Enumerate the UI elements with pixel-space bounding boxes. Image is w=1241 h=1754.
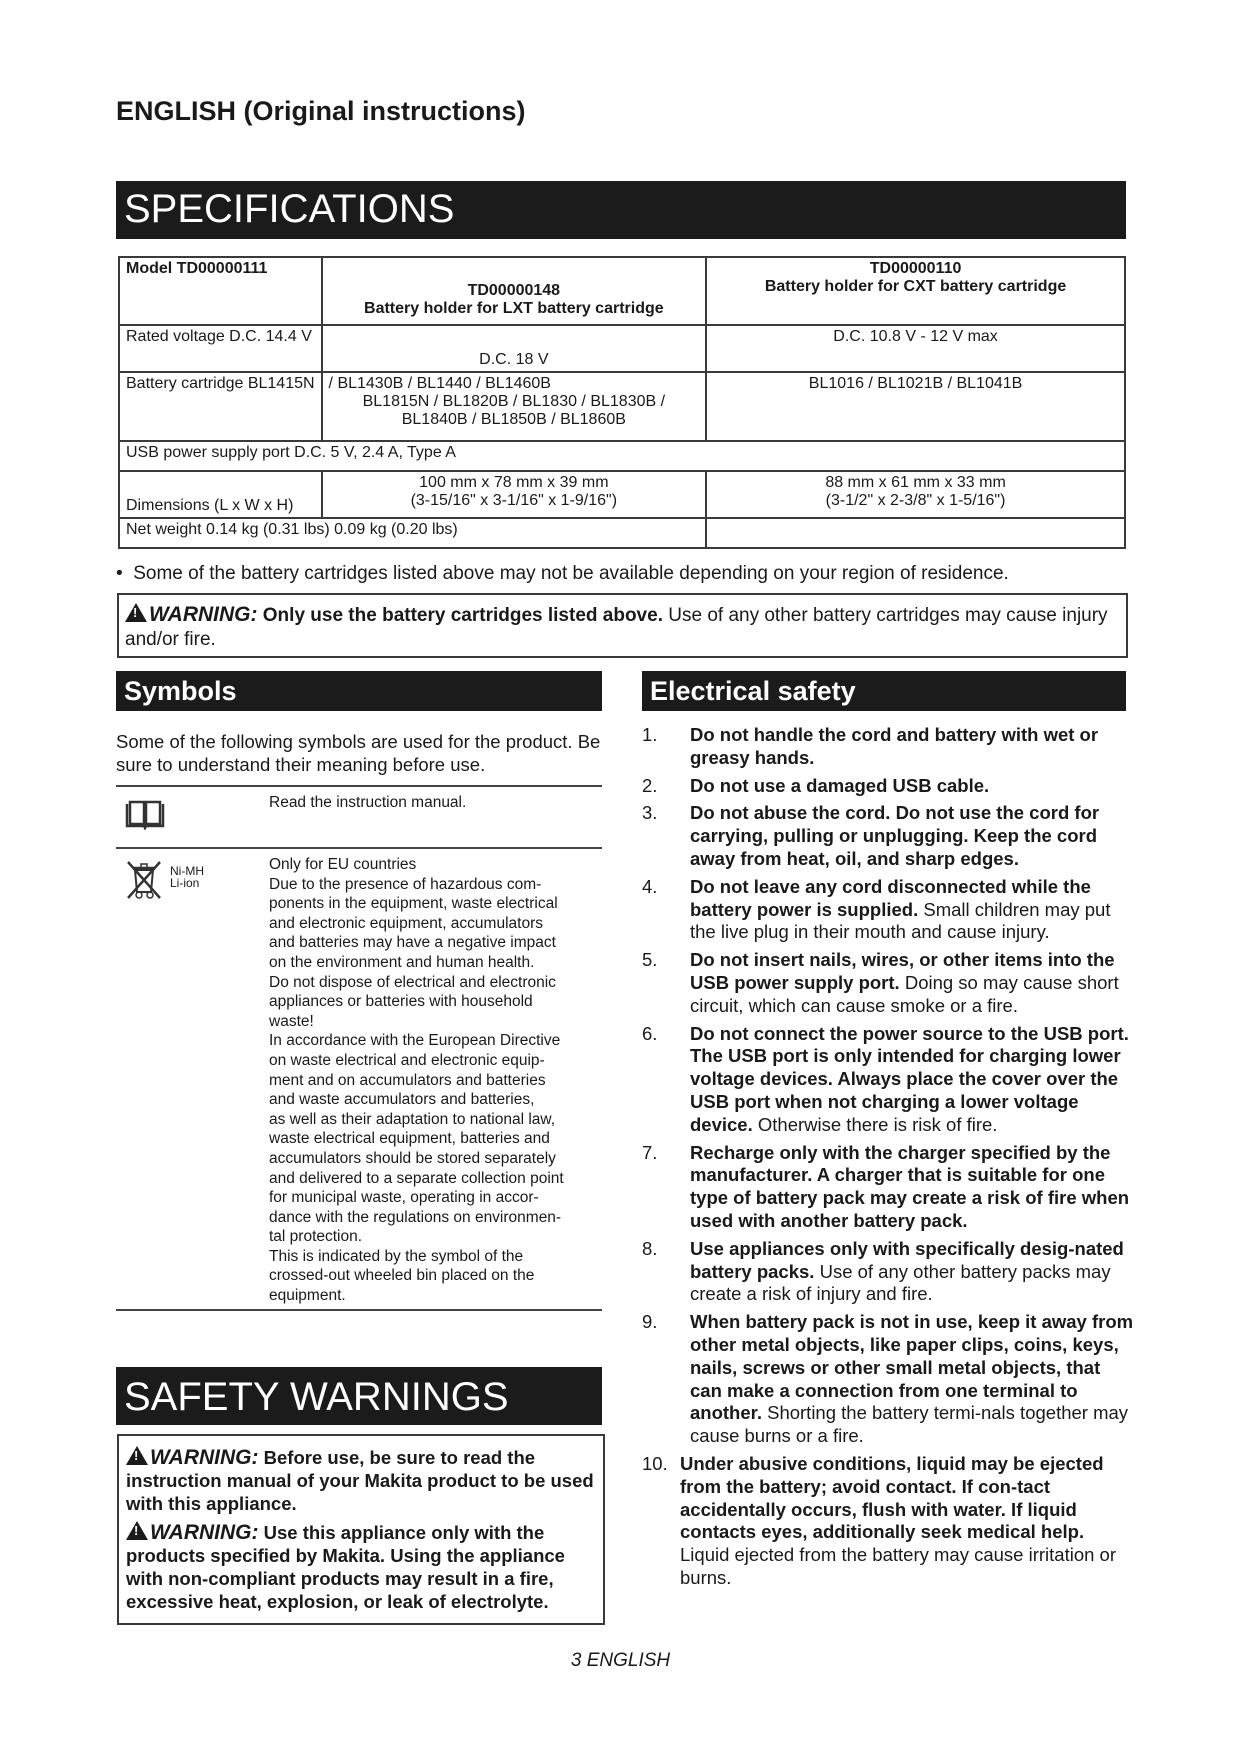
dim-col2-line1: 88 mm x 61 mm x 33 mm [825,474,1006,491]
item-text: Use of any other battery packs may create a risk of injury and fire. [690,1260,1111,1305]
battery-col1-line1: / BL1430B / BL1440 / BL1460B [328,375,551,392]
eu-line: Do not dispose of electrical and electronic [269,973,556,991]
item-number: 6. [642,1022,658,1044]
col2-model: TD00000110 [869,260,962,277]
list-item [642,1238,1136,1306]
eu-line: waste! [269,1012,314,1030]
battery-col1-line2: BL1815N / BL1820B / BL1830 / BL1830B / [362,393,666,410]
eu-line: ment and on accumulators and batteries [269,1071,546,1089]
battery-label: Battery cartridge BL1415N [119,372,322,441]
dim-col1-line1: 100 mm x 78 mm x 39 mm [419,474,609,491]
item-number: 3. [642,802,658,824]
bullet-icon: • [116,563,134,584]
list-item [642,949,1136,1017]
warning-label: WARNING: [149,603,258,626]
list-item [642,775,1136,798]
battery-col1-line3: BL1840B / BL1850B / BL1860B [401,411,626,428]
divider [116,785,602,787]
warning-triangle-icon [126,1446,148,1465]
item-text: Liquid ejected from the battery may cause irritation or burns. [680,1544,1116,1588]
eu-line: as well as their adaptation to national law, [269,1110,556,1128]
list-item [642,1023,1136,1137]
col1-desc: Battery holder for LXT battery cartridge [364,300,664,317]
dim-col1-line2: (3-15/16" x 3-1/16" x 1-9/16") [410,492,618,509]
eu-line: on waste electrical and electronic equip- [269,1051,545,1069]
page-footer: 3 ENGLISH [570,1650,671,1671]
eu-line: ponents in the equipment, waste electrical [269,895,558,913]
specifications-title: SPECIFICATIONS [124,187,455,231]
specifications-heading [116,181,1126,239]
item-number: 2. [642,774,658,796]
warning-triangle-icon [125,603,147,622]
rated-voltage-col1: D.C. 18 V [322,325,707,372]
item-number: 9. [642,1311,658,1333]
item-bold: Do not abuse the cord. Do not use the cord for carrying, pulling or unplugging. Keep the cord away from heat, oil, and sharp edges. [690,802,1100,869]
eu-line: dance with the regulations on environmen- [269,1208,562,1226]
table-row [119,372,1125,441]
item-number: 4. [642,875,658,897]
electrical-safety-list [642,724,1136,1595]
rated-voltage-col2: D.C. 10.8 V - 12 V max [706,325,1125,372]
item-bold: Under abusive conditions, liquid may be ejected from the battery; avoid contact. If con-tact accidentally occurs, flush with water. If liquid contacts eyes, additionally seek medical help. [680,1452,1104,1543]
dim-col2-line2: (3-1/2" x 2-3/8" x 1-5/16") [825,492,1006,509]
warning-label: WARNING: [150,1446,259,1469]
battery-type-labels [170,865,204,889]
dimensions-col1 [322,471,707,518]
item-bold: When battery pack is not in use, keep it away from other metal objects, like paper clips, coins, keys, nails, screws or other small metal objects, that can make a connection from one terminal to another. [690,1311,1134,1424]
dimensions-label: Dimensions (L x W x H) [119,471,322,518]
warning-label: WARNING: [150,1521,259,1545]
eu-line: Only for EU countries [269,856,417,873]
safety-warnings-heading [116,1367,602,1425]
warning-1-text: Before use, be sure to read the instruction manual of your Makita product to be used with this appliance. [126,1447,594,1514]
eu-line: appliances or batteries with household [269,993,533,1011]
eu-line: and batteries may have a negative impact [269,934,556,952]
eu-line: Due to the presence of hazardous com- [269,875,542,893]
eu-line: In accordance with the European Directive [269,1032,561,1050]
manual-text: Read the instruction manual. [269,794,467,811]
warning-triangle-icon [126,1521,148,1540]
table-row [119,471,1125,518]
electrical-safety-heading [642,671,1126,711]
item-number: 1. [642,724,658,745]
specifications-table [118,256,1126,549]
electrical-safety-title: Electrical safety [650,676,856,706]
eu-line: equipment. [269,1287,346,1305]
list-item [642,724,1136,770]
symbols-intro: Some of the following symbols are used for the product. Be sure to understand their meaning before use. [116,731,601,775]
item-number: 8. [642,1237,658,1259]
safety-warnings-title: SAFETY WARNINGS [124,1375,509,1419]
book-icon [124,800,166,830]
item-text: Small children may put the live plug in their mouth and cause injury. [690,898,1111,943]
list-item [642,1453,1136,1590]
item-bold: Use appliances only with specifically desig-nated battery packs. [690,1237,1124,1282]
safety-warning-2 [126,1521,597,1613]
dimensions-col2 [706,471,1125,518]
rated-voltage-label: Rated voltage D.C. 14.4 V [119,325,322,372]
item-number: 7. [642,1141,658,1163]
eu-line: tal protection. [269,1228,363,1246]
battery-col2: BL1016 / BL1021B / BL1041B [706,372,1125,441]
ni-mh-label: Ni-MH [170,864,204,878]
eu-line: on the environment and human health. [269,953,535,971]
availability-note [116,563,1009,585]
warning-text: Use of any other battery cartridges may cause injury and/or fire. [125,605,1108,650]
warning-2-text: Use this appliance only with the products specified by Makita. Using the appliance with non-compliant products may result in a fire, excessive heat, explosion, or leak of electrolyte. [126,1522,565,1612]
item-bold: Do not leave any cord disconnected while the battery power is supplied. [690,875,1091,920]
battery-warning-box [117,593,1128,658]
availability-note-text: Some of the battery cartridges listed above may not be available depending on your region of residence. [133,563,1009,584]
item-text: Doing so may cause short circuit, which can cause smoke or a fire. [690,971,1119,1016]
table-row [119,257,1125,325]
item-number: 5. [642,949,658,971]
net-weight-empty [706,518,1125,548]
list-item [642,1311,1136,1448]
net-weight-row: Net weight 0.14 kg (0.31 lbs) 0.09 kg (0.20 lbs) [119,518,706,548]
item-text: Shorting the battery termi-nals together may cause burns or a fire. [690,1402,1129,1447]
eu-line: and electronic equipment, accumulators [269,914,543,932]
eu-line: and delivered to a separate collection point [269,1169,564,1187]
col1-header [322,257,707,325]
eu-disposal-text [269,855,605,1306]
model-label: Model TD00000111 [119,257,322,325]
item-number: 10. [642,1452,668,1474]
item-bold: Do not handle the cord and battery with wet or greasy hands. [690,724,1099,768]
safety-warning-box [117,1434,605,1625]
eu-line: and waste accumulators and batteries, [269,1091,535,1109]
warning-bold-text: Only use the battery cartridges listed above. [262,605,663,626]
divider [116,847,602,849]
table-row [119,518,1125,548]
divider [116,1309,602,1311]
col2-desc: Battery holder for CXT battery cartridge [764,278,1067,295]
eu-line: for municipal waste, operating in accor- [269,1189,539,1207]
language-title: ENGLISH (Original instructions) [116,96,526,126]
battery-col1 [322,372,707,441]
table-row [119,441,1125,471]
item-text: Otherwise there is risk of fire. [752,1113,998,1135]
crossed-bin-icon [122,858,166,902]
item-bold: Do not connect the power source to the USB port. The USB port is only intended for charging lower voltage devices. Always place the cover over the USB port when not charging a lower voltage device. [690,1022,1129,1135]
table-row [119,325,1125,372]
symbols-title: Symbols [124,676,237,706]
list-item [642,802,1136,870]
col2-header [706,257,1125,325]
symbols-heading [116,671,602,711]
eu-line: crossed-out wheeled bin placed on the [269,1267,535,1285]
safety-warning-1 [126,1446,597,1515]
eu-line: waste electrical equipment, batteries and [269,1130,550,1148]
item-bold: Do not use a damaged USB cable. [690,774,990,796]
item-bold: Do not insert nails, wires, or other items into the USB power supply port. [690,949,1115,993]
list-item [642,876,1136,944]
list-item [642,1142,1136,1233]
eu-line: This is indicated by the symbol of the [269,1247,524,1265]
li-ion-label: Li-ion [170,876,200,890]
eu-line: accumulators should be stored separately [269,1149,556,1167]
usb-row: USB power supply port D.C. 5 V, 2.4 A, Type A [119,441,1125,471]
item-bold: Recharge only with the charger specified by the manufacturer. A charger that is suitable for one type of battery pack may create a risk of fire when used with another battery pack. [690,1141,1130,1231]
col1-model: TD00000148 [467,282,561,299]
